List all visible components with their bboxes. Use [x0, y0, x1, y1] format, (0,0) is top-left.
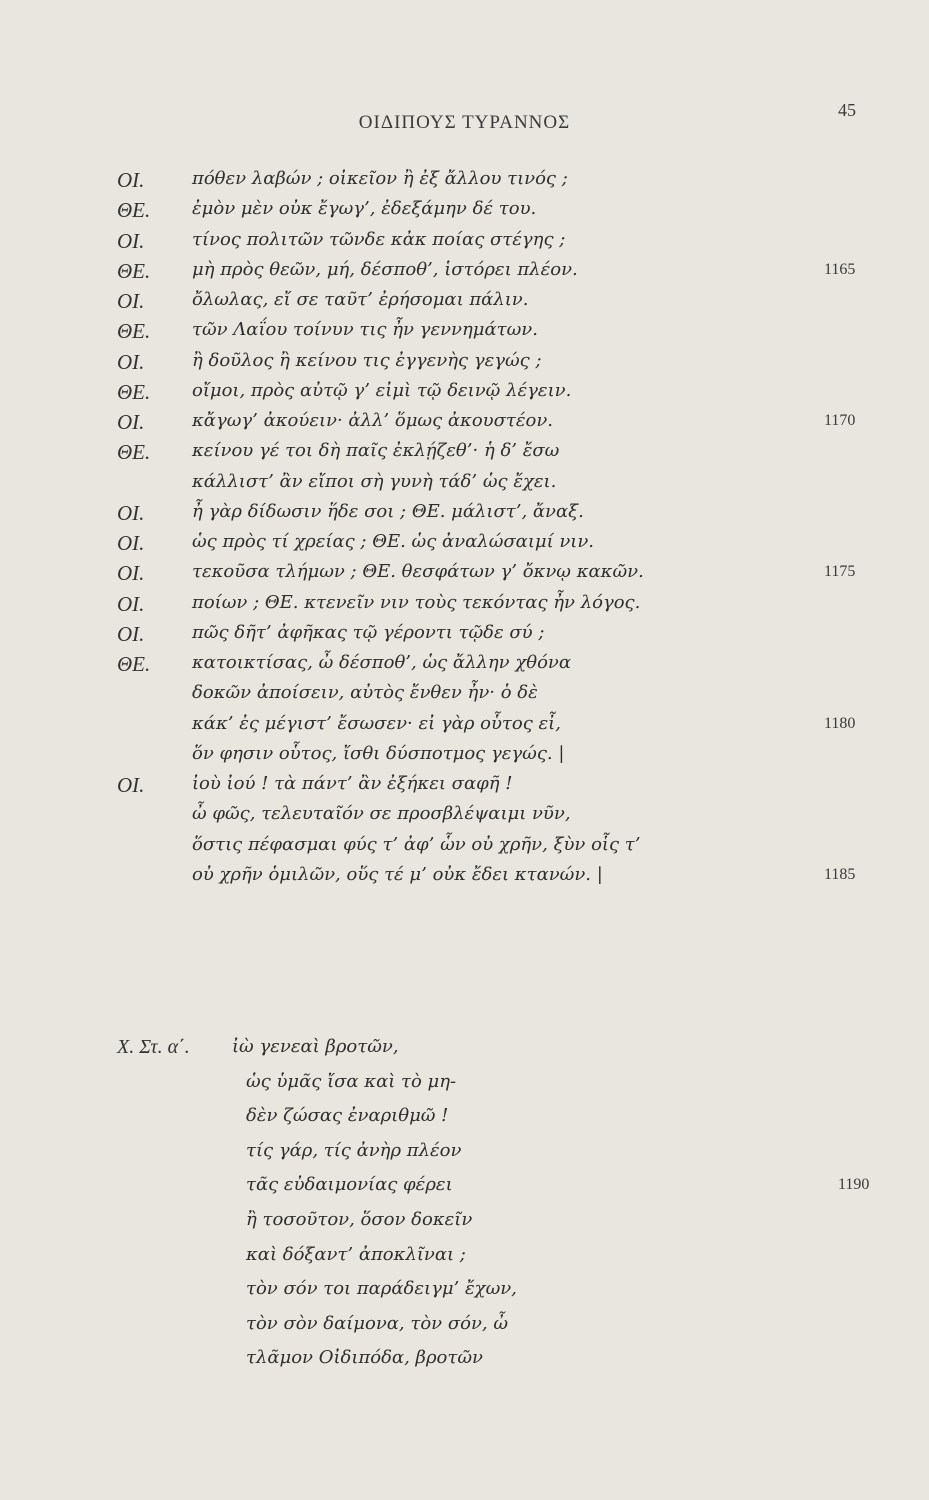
verse-text: μὴ πρὸς θεῶν, μή, δέσποθ’, ἱστόρει πλέον. — [192, 258, 578, 280]
ode-text: τὸν σὸν δαίμονα, τὸν σόν, ὦ — [246, 1312, 509, 1334]
verse-text: ὡς πρὸς τί χρείας ; ΘΕ. ὡς ἀναλώσαιμί νιν. — [192, 531, 595, 552]
ode-text: καὶ δόξαντ’ ἀποκλῖναι ; — [246, 1243, 466, 1265]
speaker-label: ΟΙ. — [117, 410, 145, 434]
verse-line — [0, 410, 929, 440]
speaker-label: ΟΙ. — [117, 168, 145, 192]
ode-line — [0, 1174, 929, 1204]
verse-line — [0, 259, 929, 289]
verse-line — [0, 682, 929, 712]
running-title: ΟΙΔΙΠΟΥΣ ΤΥΡΑΝΝΟΣ — [358, 112, 571, 133]
line-number: 1180 — [824, 714, 856, 732]
verse-text: κείνου γέ τοι δὴ παῖς ἐκλῄζεθ’· ἡ δ’ ἔσω — [192, 440, 560, 462]
speaker-label: ΟΙ. — [117, 773, 145, 797]
ode-heading: Χ. Στ. α΄. — [117, 1036, 190, 1058]
verse-text: πόθεν λαβών ; οἰκεῖον ἢ ἐξ ἄλλου τινός ; — [192, 168, 568, 189]
verse-line — [0, 622, 929, 652]
line-number: 1165 — [824, 260, 856, 278]
verse-text: τίνος πολιτῶν τῶνδε κἀκ ποίας στέγης ; — [192, 228, 566, 250]
verse-line — [0, 803, 929, 833]
ode-line — [0, 1209, 929, 1239]
verse-text: ποίων ; ΘΕ. κτενεῖν νιν τοὺς τεκόντας ἦν λόγος. — [192, 591, 641, 613]
speaker-label: ΟΙ. — [117, 621, 145, 646]
speaker-label: ΟΙ. — [117, 561, 145, 586]
ode-text: ἰὼ γενεαὶ βροτῶν, — [232, 1036, 399, 1057]
ode-line — [0, 1244, 929, 1274]
verse-line — [0, 380, 929, 410]
verse-text: κατοικτίσας, ὦ δέσποθ’, ὡς ἄλλην χθόνα — [192, 652, 572, 673]
verse-text: κἄγωγ’ ἀκούειν· ἀλλ’ ὅμως ἀκουστέον. — [192, 410, 554, 431]
verse-line — [0, 350, 929, 380]
verse-line — [0, 592, 929, 622]
ode-line — [0, 1071, 929, 1101]
speaker-label: ΘΕ. — [117, 258, 151, 283]
verse-line — [0, 198, 929, 228]
verse-line — [0, 471, 929, 501]
speaker-label: ΘΕ. — [117, 440, 151, 465]
ode-text: τλᾶμον Οἰδιπόδα, βροτῶν — [246, 1347, 483, 1369]
speaker-label: ΟΙ. — [117, 349, 145, 374]
verse-line — [0, 168, 929, 198]
verse-text: πῶς δῆτ’ ἀφῆκας τῷ γέροντι τῷδε σύ ; — [192, 621, 545, 643]
line-number: 1175 — [824, 563, 856, 581]
verse-text: ὅστις πέφασμαι φύς τ’ ἀφ’ ὧν οὐ χρῆν, ξὺν οἷς τ’ — [192, 833, 641, 855]
verse-line — [0, 501, 929, 531]
ode-text: τᾶς εὐδαιμονίας φέρει — [246, 1174, 453, 1196]
ode-line — [0, 1313, 929, 1343]
speaker-label: ΘΕ. — [117, 319, 151, 344]
verse-line — [0, 834, 929, 864]
verse-line — [0, 652, 929, 682]
verse-line — [0, 864, 929, 894]
speaker-label: ΟΙ. — [117, 228, 145, 253]
ode-text: δὲν ζώσας ἐναριθμῶ ! — [246, 1105, 449, 1127]
line-number: 1190 — [838, 1176, 870, 1194]
ode-line — [0, 1105, 929, 1135]
verse-line — [0, 713, 929, 743]
verse-text: τῶν Λαΐου τοίνυν τις ἦν γεννημάτων. — [192, 319, 538, 341]
verse-line — [0, 531, 929, 561]
speaker-label: ΘΕ. — [117, 198, 151, 223]
page-number: 45 — [838, 100, 856, 120]
speaker-label: ΘΕ. — [117, 652, 151, 676]
verse-text: ὄλωλας, εἴ σε ταῦτ’ ἐρήσομαι πάλιν. — [192, 289, 529, 310]
ode-heading-line — [0, 1036, 929, 1066]
line-number: 1170 — [824, 412, 856, 429]
verse-line — [0, 319, 929, 349]
ode-text: ἢ τοσοῦτον, ὅσον δοκεῖν — [246, 1209, 473, 1230]
verse-text: τεκοῦσα τλήμων ; ΘΕ. θεσφάτων γ’ ὄκνῳ κακῶν. — [192, 561, 644, 583]
verse-text: ἢ δοῦλος ἢ κείνου τις ἐγγενὴς γεγώς ; — [192, 349, 542, 371]
speaker-label: ΟΙ. — [117, 289, 145, 313]
verse-line — [0, 561, 929, 591]
ode-text: τίς γάρ, τίς ἀνὴρ πλέον — [246, 1139, 462, 1161]
speaker-label: ΟΙ. — [117, 500, 145, 525]
verse-text: οἴμοι, πρὸς αὐτῷ γ’ εἰμὶ τῷ δεινῷ λέγειν. — [192, 379, 572, 401]
verse-text: δοκῶν ἀποίσειν, αὐτὸς ἔνθεν ἦν· ὁ δὲ — [192, 682, 538, 704]
verse-line — [0, 773, 929, 803]
verse-line — [0, 229, 929, 259]
verse-line — [0, 743, 929, 773]
verse-text: οὐ χρῆν ὁμιλῶν, οὕς τέ μ’ οὐκ ἔδει κτανών. | — [192, 863, 603, 885]
ode-line — [0, 1347, 929, 1377]
verse-text: ἐμὸν μὲν οὐκ ἔγωγ’, ἐδεξάμην δέ του. — [192, 198, 537, 220]
verse-text: ἰοὺ ἰού ! τὰ πάντ’ ἂν ἐξήκει σαφῆ ! — [192, 773, 513, 794]
ode-line — [0, 1140, 929, 1170]
speaker-label: ΘΕ. — [117, 379, 151, 404]
verse-text: ὦ φῶς, τελευταῖόν σε προσβλέψαιμι νῦν, — [192, 803, 571, 825]
speaker-label: ΟΙ. — [117, 591, 145, 616]
speaker-label: ΟΙ. — [117, 531, 145, 555]
verse-line — [0, 289, 929, 319]
ode-text: τὸν σόν τοι παράδειγμ’ ἔχων, — [246, 1278, 517, 1300]
verse-text: ἦ γὰρ δίδωσιν ἥδε σοι ; ΘΕ. μάλιστ’, ἄναξ. — [192, 500, 584, 522]
verse-text: κάλλιστ’ ἂν εἴποι σὴ γυνὴ τάδ’ ὡς ἔχει. — [192, 470, 557, 492]
verse-text: ὅν φησιν οὗτος, ἴσθι δύσποτμος γεγώς. | — [192, 742, 565, 764]
verse-line — [0, 440, 929, 470]
verse-text: κάκ’ ἐς μέγιστ’ ἔσωσεν· εἰ γὰρ οὗτος εἶ, — [192, 712, 561, 734]
line-number: 1185 — [824, 865, 856, 883]
ode-line — [0, 1278, 929, 1308]
ode-text: ὡς ὑμᾶς ἴσα καὶ τὸ μη- — [246, 1070, 457, 1092]
